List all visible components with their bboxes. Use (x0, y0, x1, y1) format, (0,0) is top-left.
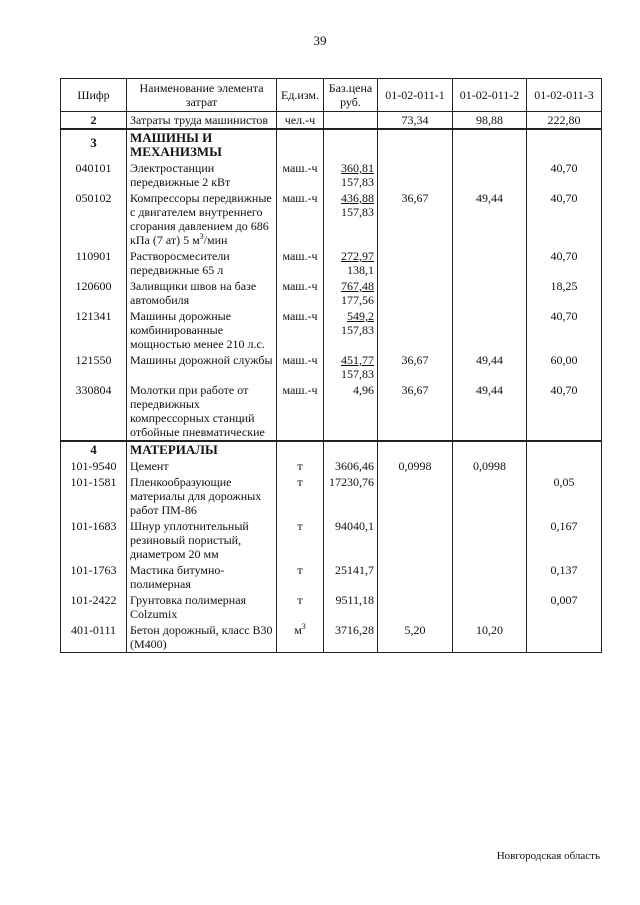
row-value-3 (527, 458, 602, 474)
row-value-2: 10,20 (453, 622, 527, 653)
row-price-main: 451,77 (341, 353, 374, 367)
table-row (61, 474, 602, 518)
row-value-3 (527, 622, 602, 653)
row-code: 050102 (61, 190, 127, 248)
header-code: Шифр (61, 79, 127, 112)
row-price-wage: 138,1 (347, 263, 374, 277)
row-unit: маш.-ч (277, 352, 324, 382)
row-code: 330804 (61, 382, 127, 441)
row-value-2 (453, 518, 527, 562)
row-unit: т (277, 458, 324, 474)
row-unit: маш.-ч (277, 382, 324, 441)
resource-table-container (60, 78, 601, 653)
row-value-2 (453, 248, 527, 278)
row-name: Машины дорожные комбинированные мощностью менее 210 л.с. (127, 308, 277, 352)
row-value-1 (378, 592, 453, 622)
row-code: 101-1683 (61, 518, 127, 562)
row-name-sup: 3 (199, 232, 204, 241)
row-value-1 (378, 562, 453, 592)
row-price-wage: 157,83 (341, 367, 374, 381)
table-row (61, 308, 602, 352)
row-code: 040101 (61, 160, 127, 190)
row-value-3: 0,167 (527, 518, 602, 562)
row-value-1: 36,67 (378, 352, 453, 382)
row-value-1: 36,67 (378, 190, 453, 248)
row-unit: т (277, 474, 324, 518)
row-price-wage: 157,83 (341, 323, 374, 337)
row-value-1 (378, 160, 453, 190)
row-price: 3606,46 (324, 458, 378, 474)
row-unit: чел.-ч (277, 112, 324, 130)
row-code: 120600 (61, 278, 127, 308)
row-value-2: 49,44 (453, 352, 527, 382)
row-price (324, 278, 378, 308)
row-value-2 (453, 160, 527, 190)
header-name: Наименование элемента затрат (127, 79, 277, 112)
row-value-2: 49,44 (453, 190, 527, 248)
row-value-3: 0,007 (527, 592, 602, 622)
table-row (61, 278, 602, 308)
table-row (61, 352, 602, 382)
row-price: 3716,28 (324, 622, 378, 653)
row-value-3: 0,137 (527, 562, 602, 592)
row-name: Машины дорожной службы (127, 352, 277, 382)
row-price-wage: 177,56 (341, 293, 374, 307)
row-price-main: 549,2 (347, 309, 374, 323)
table-row (61, 622, 602, 653)
row-unit: маш.-ч (277, 308, 324, 352)
row-price: 9511,18 (324, 592, 378, 622)
section-row (61, 129, 602, 160)
row-price (324, 190, 378, 248)
header-unit: Ед.изм. (277, 79, 324, 112)
row-value-3: 40,70 (527, 308, 602, 352)
row-price: 25141,7 (324, 562, 378, 592)
header-price: Баз.цена руб. (324, 79, 378, 112)
row-value-3: 18,25 (527, 278, 602, 308)
row-name: Затраты труда машинистов (127, 112, 277, 130)
row-code: 101-1763 (61, 562, 127, 592)
table-row (61, 458, 602, 474)
row-value-2: 98,88 (453, 112, 527, 130)
table-row (61, 518, 602, 562)
header-norm-3: 01-02-011-3 (527, 79, 602, 112)
row-name: Заливщики швов на базе автомобиля (127, 278, 277, 308)
table-header-row (61, 79, 602, 112)
row-unit-sup: 3 (301, 622, 306, 631)
row-price-wage: 157,83 (341, 175, 374, 189)
row-price-wage: 157,83 (341, 205, 374, 219)
row-unit: маш.-ч (277, 248, 324, 278)
row-name: Растворосмесители передвижные 65 л (127, 248, 277, 278)
row-value-1 (378, 474, 453, 518)
row-unit: т (277, 592, 324, 622)
row-value-2 (453, 278, 527, 308)
row-value-1 (378, 518, 453, 562)
row-code: 110901 (61, 248, 127, 278)
row-name: Грунтовка полимерная Colzumix (127, 592, 277, 622)
row-price-main: 4,96 (353, 383, 374, 397)
row-price (324, 352, 378, 382)
row-value-2: 0,0998 (453, 458, 527, 474)
row-unit: т (277, 562, 324, 592)
row-price (324, 308, 378, 352)
row-name-tail: /мин (203, 233, 228, 247)
row-unit: т (277, 518, 324, 562)
row-price (324, 248, 378, 278)
row-name: Цемент (127, 458, 277, 474)
header-norm-1: 01-02-011-1 (378, 79, 453, 112)
row-name: Шнур уплотнительный резиновый пористый, диаметром 20 мм (127, 518, 277, 562)
row-value-1 (378, 278, 453, 308)
table-row (61, 160, 602, 190)
row-unit: маш.-ч (277, 160, 324, 190)
row-value-1 (378, 248, 453, 278)
row-code: 121341 (61, 308, 127, 352)
row-value-3: 40,70 (527, 382, 602, 441)
table-row (61, 190, 602, 248)
row-value-3: 60,00 (527, 352, 602, 382)
row-name: Пленкообразующие материалы для дорожных работ ПМ-86 (127, 474, 277, 518)
row-value-3: 40,70 (527, 190, 602, 248)
row-value-3: 40,70 (527, 160, 602, 190)
row-code: 101-2422 (61, 592, 127, 622)
row-value-1 (378, 308, 453, 352)
section-code: 3 (61, 129, 127, 160)
row-value-2 (453, 308, 527, 352)
row-price (324, 160, 378, 190)
row-code: 101-1581 (61, 474, 127, 518)
row-price: 17230,76 (324, 474, 378, 518)
section-title: МАТЕРИАЛЫ (127, 441, 277, 458)
row-value-3: 0,05 (527, 474, 602, 518)
row-unit-text: м (294, 623, 302, 637)
row-value-1: 73,34 (378, 112, 453, 130)
row-name: Молотки при работе от передвижных компрессорных станций отбойные пневматические (127, 382, 277, 441)
header-norm-2: 01-02-011-2 (453, 79, 527, 112)
row-unit (277, 622, 324, 653)
row-name-text: Компрессоры передвижные с двигателем внутреннего сгорания давлением до 686 кПа (7 ат) 5 м (130, 191, 272, 247)
row-price-main: 272,97 (341, 249, 374, 263)
row-name: Электростанции передвижные 2 кВт (127, 160, 277, 190)
row-price-main: 360,81 (341, 161, 374, 175)
row-code: 101-9540 (61, 458, 127, 474)
row-value-2: 49,44 (453, 382, 527, 441)
section-code: 4 (61, 441, 127, 458)
row-name: Бетон дорожный, класс В30 (М400) (127, 622, 277, 653)
row-price (324, 112, 378, 130)
row-price: 94040,1 (324, 518, 378, 562)
row-code: 401-0111 (61, 622, 127, 653)
row-value-2 (453, 474, 527, 518)
resource-table (60, 78, 602, 653)
row-value-3: 222,80 (527, 112, 602, 130)
table-row (61, 248, 602, 278)
row-unit: маш.-ч (277, 278, 324, 308)
row-unit: маш.-ч (277, 190, 324, 248)
row-price (324, 382, 378, 441)
row-value-2 (453, 562, 527, 592)
row-value-2 (453, 592, 527, 622)
table-row (61, 592, 602, 622)
row-value-1: 0,0998 (378, 458, 453, 474)
row-code: 121550 (61, 352, 127, 382)
table-row (61, 382, 602, 441)
row-code: 2 (61, 112, 127, 130)
table-row (61, 112, 602, 130)
row-value-3: 40,70 (527, 248, 602, 278)
section-row (61, 441, 602, 458)
row-price-main: 767,48 (341, 279, 374, 293)
row-name: Мастика битумно-полимерная (127, 562, 277, 592)
row-value-1: 36,67 (378, 382, 453, 441)
footer-region: Новгородская область (496, 850, 600, 862)
row-price-main: 436,88 (341, 191, 374, 205)
row-value-1: 5,20 (378, 622, 453, 653)
section-title: МАШИНЫ И МЕХАНИЗМЫ (127, 129, 277, 160)
table-row (61, 562, 602, 592)
page-number: 39 (313, 33, 327, 48)
row-name (127, 190, 277, 248)
